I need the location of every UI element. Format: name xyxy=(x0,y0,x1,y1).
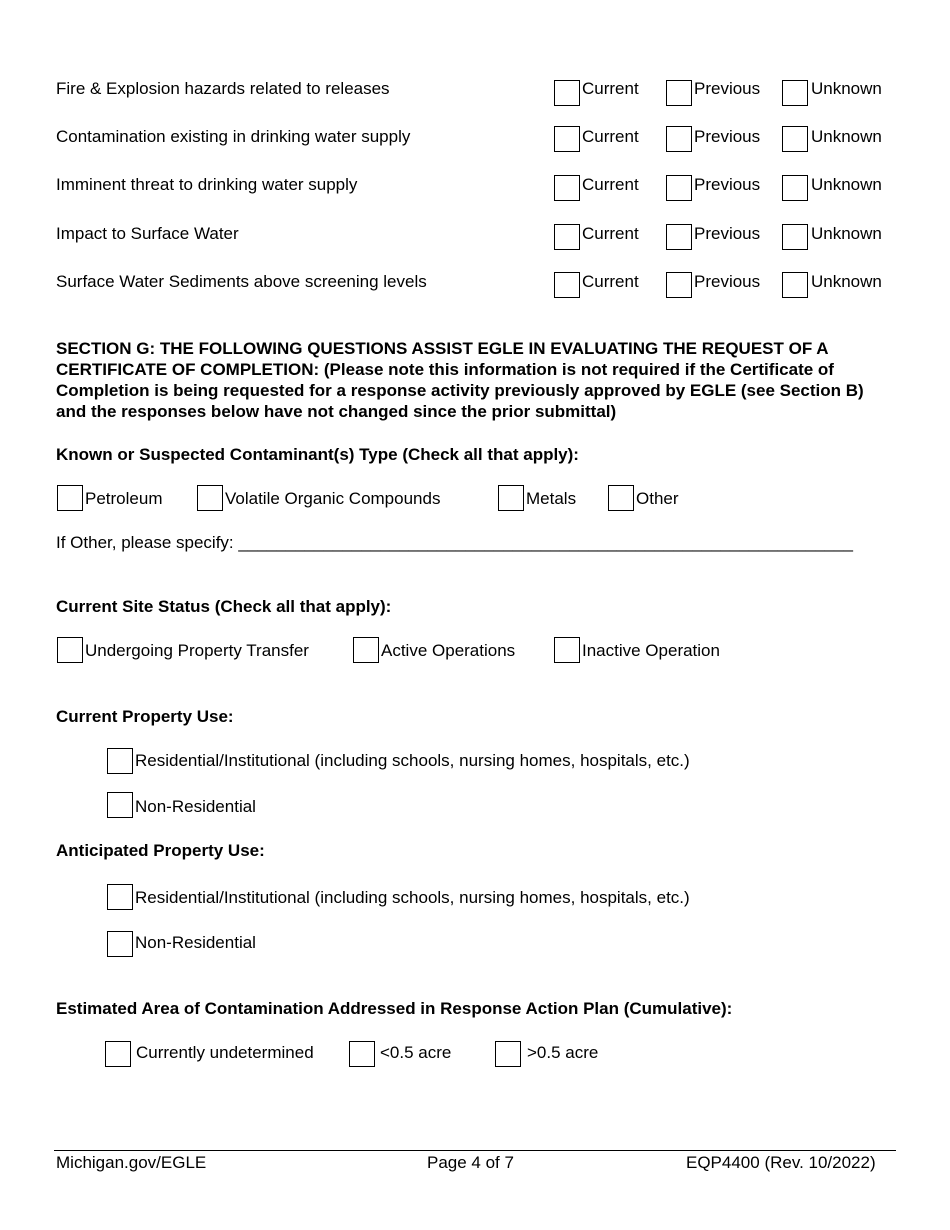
footer-divider xyxy=(54,1150,896,1151)
checkbox-previous[interactable] xyxy=(666,175,692,201)
checkbox-label: >0.5 acre xyxy=(527,1043,599,1062)
checkbox-label: Inactive Operation xyxy=(582,641,720,660)
checkbox-previous[interactable] xyxy=(666,224,692,250)
hazard-label: Imminent threat to drinking water supply xyxy=(56,175,358,194)
hazard-label: Contamination existing in drinking water supply xyxy=(56,127,411,146)
checkbox-label: Previous xyxy=(694,175,761,194)
checkbox-current[interactable] xyxy=(554,80,580,106)
checkbox-unknown[interactable] xyxy=(782,80,808,106)
checkbox-label: Currently undetermined xyxy=(136,1043,314,1062)
checkbox-label: Residential/Institutional (including schools, nursing homes, hospitals, etc.) xyxy=(135,751,690,770)
checkbox-label: Unknown xyxy=(811,175,882,194)
checkbox-label: Previous xyxy=(694,127,761,146)
checkbox-unknown[interactable] xyxy=(782,175,808,201)
hazard-label: Impact to Surface Water xyxy=(56,224,239,243)
checkbox-label: Previous xyxy=(694,224,761,243)
checkbox-label: Non-Residential xyxy=(135,797,256,816)
checkbox-label: Current xyxy=(582,224,639,243)
checkbox-label: Petroleum xyxy=(85,489,163,508)
other-specify-field[interactable] xyxy=(56,533,853,553)
footer-page-number: Page 4 of 7 xyxy=(427,1153,514,1172)
footer-website: Michigan.gov/EGLE xyxy=(56,1153,207,1172)
section-g-note: (Please note this information is not required if the Certificate of Completion is being requested for a response activity previously approved by EGLE (see Section B) and the responses below have not changed since the prior submittal) xyxy=(56,360,864,421)
checkbox-current[interactable] xyxy=(554,224,580,250)
section-g-title: SECTION G: THE FOLLOWING QUESTIONS ASSIST EGLE IN EVALUATING THE REQUEST OF A CERTIFICATE OF COMPLETION: xyxy=(56,339,828,379)
checkbox-area-more-half-acre[interactable] xyxy=(495,1041,521,1067)
checkbox-current[interactable] xyxy=(554,175,580,201)
site-status-title: Current Site Status (Check all that apply): xyxy=(56,597,392,616)
checkbox-anticipated-residential[interactable] xyxy=(107,884,133,910)
checkbox-inactive-operation[interactable] xyxy=(554,637,580,663)
checkbox-label: Unknown xyxy=(811,127,882,146)
checkbox-label: Active Operations xyxy=(381,641,516,660)
checkbox-property-transfer[interactable] xyxy=(57,637,83,663)
checkbox-label: Other xyxy=(636,489,679,508)
checkbox-label: Previous xyxy=(694,79,761,98)
checkbox-anticipated-non-residential[interactable] xyxy=(107,931,133,957)
checkbox-active-operations[interactable] xyxy=(353,637,379,663)
checkbox-metals[interactable] xyxy=(498,485,524,511)
checkbox-label: Current xyxy=(582,175,639,194)
checkbox-label: Volatile Organic Compounds xyxy=(225,489,441,508)
checkbox-label: Metals xyxy=(526,489,577,508)
checkbox-label: Unknown xyxy=(811,224,882,243)
checkbox-current-residential[interactable] xyxy=(107,748,133,774)
checkbox-petroleum[interactable] xyxy=(57,485,83,511)
checkbox-label: Undergoing Property Transfer xyxy=(85,641,309,660)
checkbox-other[interactable] xyxy=(608,485,634,511)
checkbox-area-undetermined[interactable] xyxy=(105,1041,131,1067)
checkbox-unknown[interactable] xyxy=(782,272,808,298)
checkbox-label: Current xyxy=(582,127,639,146)
checkbox-current[interactable] xyxy=(554,272,580,298)
checkbox-label: Unknown xyxy=(811,79,882,98)
checkbox-label: Unknown xyxy=(811,272,882,291)
area-title: Estimated Area of Contamination Addressed in Response Action Plan (Cumulative): xyxy=(56,999,733,1018)
hazard-label: Fire & Explosion hazards related to releases xyxy=(56,79,390,98)
contaminant-title: Known or Suspected Contaminant(s) Type (Check all that apply): xyxy=(56,445,579,464)
current-use-title: Current Property Use: xyxy=(56,707,234,726)
checkbox-current[interactable] xyxy=(554,126,580,152)
checkbox-label: Residential/Institutional (including schools, nursing homes, hospitals, etc.) xyxy=(135,888,690,907)
footer-form-id: EQP4400 (Rev. 10/2022) xyxy=(686,1153,876,1172)
other-specify-label: If Other, please specify: xyxy=(56,533,239,552)
hazard-label: Surface Water Sediments above screening levels xyxy=(56,272,427,291)
checkbox-unknown[interactable] xyxy=(782,224,808,250)
checkbox-label: Non-Residential xyxy=(135,933,256,952)
checkbox-label: Previous xyxy=(694,272,761,291)
checkbox-label: <0.5 acre xyxy=(380,1043,452,1062)
checkbox-area-less-half-acre[interactable] xyxy=(349,1041,375,1067)
checkbox-label: Current xyxy=(582,272,639,291)
other-specify-line[interactable]: _________________________________________________________________ xyxy=(238,533,853,552)
checkbox-previous[interactable] xyxy=(666,80,692,106)
checkbox-current-non-residential[interactable] xyxy=(107,792,133,818)
checkbox-unknown[interactable] xyxy=(782,126,808,152)
section-g-heading xyxy=(56,338,896,422)
checkbox-previous[interactable] xyxy=(666,126,692,152)
anticipated-use-title: Anticipated Property Use: xyxy=(56,841,265,860)
checkbox-previous[interactable] xyxy=(666,272,692,298)
checkbox-voc[interactable] xyxy=(197,485,223,511)
checkbox-label: Current xyxy=(582,79,639,98)
